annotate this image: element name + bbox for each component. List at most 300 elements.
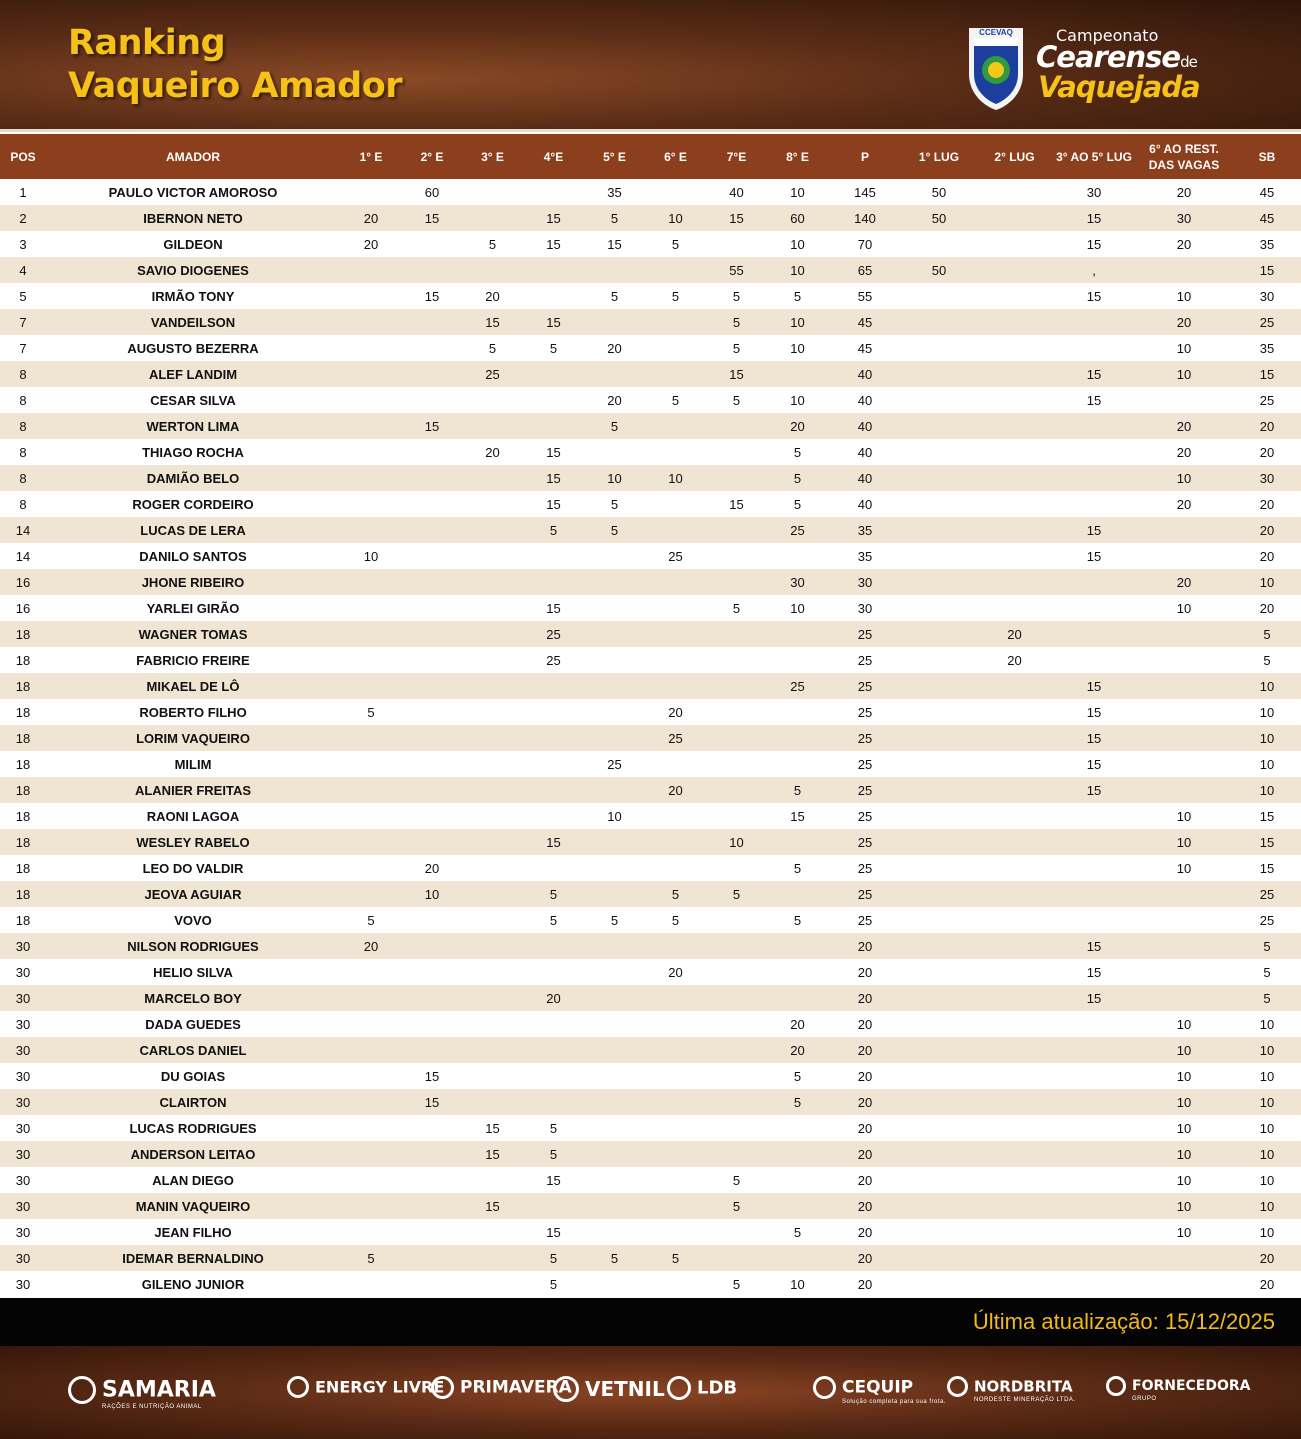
score-cell: 25 [857,808,873,824]
score-cell: 10 [1259,1172,1275,1188]
position-cell: 18 [15,860,31,876]
score-cell [584,257,645,283]
score-cell: 40 [729,184,744,200]
name-cell: THIAGO ROCHA [142,444,244,460]
score-cell [402,699,462,725]
score-cell [584,1115,645,1141]
score-cell: 5 [732,886,741,902]
score-cell: 25 [790,522,805,538]
position-cell: 18 [15,730,31,746]
score-cell: 5 [610,1250,619,1266]
score-cell: 20 [607,340,622,356]
table-header-row [0,134,1301,179]
table-row [0,465,1301,491]
score-cell [902,725,976,751]
score-cell [902,881,976,907]
score-cell: 5 [549,886,558,902]
score-cell [706,517,767,543]
position-cell: 7 [19,340,27,356]
score-cell [1053,335,1135,361]
score-cell [402,465,462,491]
position-cell: 30 [15,1198,31,1214]
score-cell [402,725,462,751]
name-cell: ALEF LANDIM [148,366,238,382]
score-cell: 40 [857,366,873,382]
position-cell: 16 [15,574,31,590]
score-cell [1053,595,1135,621]
score-cell: 15 [424,418,440,434]
score-cell [976,751,1053,777]
score-cell: 10 [1176,288,1192,304]
samaria-logo-icon [68,1376,96,1404]
last-update-text: Última atualização: 15/12/2025 [972,1309,1275,1334]
score-cell [584,439,645,465]
table-row [0,855,1301,881]
table-row [0,1245,1301,1271]
sponsor-tagline: NORDESTE MINERAÇÃO LTDA. [974,1397,1076,1403]
score-cell [340,1219,402,1245]
score-cell [1135,933,1233,959]
score-cell [706,959,767,985]
score-cell [976,439,1053,465]
vetnil-logo-icon [553,1376,579,1402]
score-cell [523,387,584,413]
score-cell: 35 [607,184,622,200]
score-cell [584,933,645,959]
score-cell [902,1063,976,1089]
score-cell: 5 [793,288,802,304]
position-cell: 30 [15,1016,31,1032]
score-cell [523,855,584,881]
table-row [0,1115,1301,1141]
score-cell [1135,985,1233,1011]
score-cell: 5 [1263,964,1271,980]
score-cell [767,881,828,907]
score-cell: 20 [857,1016,873,1032]
score-cell [402,335,462,361]
score-cell [523,959,584,985]
score-cell [645,829,706,855]
score-cell: 25 [857,704,873,720]
score-cell [402,595,462,621]
score-cell [340,387,402,413]
score-cell: 20 [546,990,561,1006]
score-cell [976,1115,1053,1141]
sponsor-logo [431,1376,572,1399]
score-cell: 10 [1259,782,1275,798]
score-cell: 5 [732,340,741,356]
position-cell: 7 [19,314,27,330]
position-cell: 30 [15,1250,31,1266]
name-cell: MANIN VAQUEIRO [135,1198,251,1214]
score-cell: 20 [857,1042,873,1058]
score-cell [402,1141,462,1167]
score-cell [523,283,584,309]
sponsor-logo [68,1376,216,1410]
score-cell [462,829,523,855]
score-cell: 10 [1259,756,1275,772]
score-cell: 5 [732,392,741,408]
score-cell [645,803,706,829]
score-cell [584,1037,645,1063]
score-cell [462,647,523,673]
score-cell [523,257,584,283]
score-cell [340,595,402,621]
score-cell: 45 [857,340,873,356]
score-cell [706,933,767,959]
table-row [0,1193,1301,1219]
score-cell: 5 [793,1068,802,1084]
score-cell: 5 [732,1172,741,1188]
score-cell: 10 [1259,1016,1275,1032]
score-cell [340,1011,402,1037]
score-cell [1053,1115,1135,1141]
score-cell: 50 [931,184,947,200]
score-cell: 20 [363,236,379,252]
score-cell [902,1037,976,1063]
table-row [0,1219,1301,1245]
score-cell: 5 [1263,938,1271,954]
score-cell: 20 [363,210,379,226]
sponsor-logo [813,1376,946,1405]
score-cell [1053,647,1135,673]
position-cell: 4 [19,262,27,278]
score-cell [767,725,828,751]
score-cell [584,1063,645,1089]
score-cell [1053,803,1135,829]
score-cell: 25 [857,860,873,876]
position-cell: 18 [15,808,31,824]
name-cell: VANDEILSON [150,314,236,330]
score-cell [645,595,706,621]
score-cell [584,1167,645,1193]
name-cell: ANDERSON LEITAO [130,1146,256,1162]
score-cell [462,803,523,829]
score-cell [645,569,706,595]
score-cell [902,465,976,491]
table-row [0,647,1301,673]
score-cell [767,621,828,647]
score-cell: 15 [1086,236,1102,252]
table-row [0,881,1301,907]
score-cell: 30 [790,574,805,590]
name-cell: JHONE RIBEIRO [141,574,245,590]
position-cell: 18 [15,834,31,850]
score-cell [402,387,462,413]
score-cell [402,439,462,465]
score-cell: 25 [668,548,683,564]
score-cell: 20 [1259,522,1275,538]
score-cell: 5 [610,522,619,538]
score-cell [402,231,462,257]
score-cell: 10 [790,314,805,330]
score-cell [645,647,706,673]
score-cell: 45 [857,314,873,330]
score-cell: 20 [1259,444,1275,460]
score-cell [584,959,645,985]
score-cell: 25 [546,626,561,642]
score-cell [584,777,645,803]
score-cell: 20 [668,704,683,720]
table-row [0,933,1301,959]
score-cell: 5 [793,496,802,512]
score-cell: 10 [1176,1094,1192,1110]
score-cell [340,725,402,751]
score-cell: 15 [546,236,561,252]
score-cell [340,803,402,829]
score-cell [523,725,584,751]
score-cell: 10 [607,470,622,486]
column-header: P [860,149,869,164]
position-cell: 2 [19,210,27,226]
score-cell: 5 [367,912,375,928]
score-cell [1053,1089,1135,1115]
score-cell [462,959,523,985]
score-cell [976,673,1053,699]
score-cell [402,361,462,387]
score-cell [340,1271,402,1297]
score-cell [1053,1167,1135,1193]
name-cell: MARCELO BOY [144,990,242,1006]
score-cell: 5 [488,340,497,356]
score-cell: 5 [732,288,741,304]
score-cell: 15 [1086,210,1102,226]
score-cell [976,335,1053,361]
score-cell [767,1193,828,1219]
score-cell: 15 [729,210,744,226]
score-cell: 15 [729,496,744,512]
nordbrita-logo-icon [947,1376,968,1397]
score-cell [462,1219,523,1245]
score-cell [462,673,523,699]
table-row [0,1063,1301,1089]
score-cell [462,1011,523,1037]
score-cell: 10 [1176,470,1192,486]
score-cell: 10 [1259,1224,1275,1240]
score-cell [706,1037,767,1063]
score-cell: 10 [1259,1042,1275,1058]
score-cell [340,439,402,465]
fornecedora-logo-icon [1106,1376,1126,1396]
score-cell: 5 [549,1146,558,1162]
name-cell: DU GOIAS [160,1068,226,1084]
score-cell [340,959,402,985]
score-cell [340,309,402,335]
score-cell: 20 [668,782,683,798]
name-cell: WERTON LIMA [146,418,240,434]
score-cell [902,699,976,725]
score-cell: 20 [857,1276,873,1292]
score-cell: 35 [857,548,873,564]
column-header: AMADOR [166,149,220,164]
score-cell [767,751,828,777]
score-cell: 15 [424,1068,440,1084]
score-cell [402,1037,462,1063]
position-cell: 8 [19,366,27,382]
table-row [0,985,1301,1011]
score-cell [462,751,523,777]
score-cell [402,959,462,985]
score-cell: 5 [793,912,802,928]
score-cell [462,1063,523,1089]
score-cell: 20 [1259,1250,1275,1266]
score-cell [523,413,584,439]
score-cell: 5 [671,886,680,902]
score-cell: 10 [729,834,744,850]
score-cell: 10 [1259,1094,1275,1110]
score-cell: 30 [857,574,873,590]
table-row [0,361,1301,387]
score-cell [584,1089,645,1115]
score-cell [340,1037,402,1063]
score-cell [902,621,976,647]
score-cell [340,647,402,673]
score-cell: 5 [610,496,619,512]
score-cell: 10 [1176,1120,1192,1136]
score-cell [645,1089,706,1115]
cequip-logo-icon [813,1376,836,1399]
score-cell: 30 [857,600,873,616]
score-cell: 25 [1259,314,1275,330]
score-cell [645,1037,706,1063]
score-cell: 5 [671,236,680,252]
score-cell [767,647,828,673]
page-title [68,22,402,108]
score-cell [976,777,1053,803]
table-row [0,413,1301,439]
score-cell: 25 [790,678,805,694]
position-cell: 18 [15,756,31,772]
table-row [0,959,1301,985]
score-cell [645,361,706,387]
score-cell [584,1271,645,1297]
score-cell [340,855,402,881]
score-cell [462,465,523,491]
score-cell: 20 [668,964,683,980]
score-cell: 20 [485,288,500,304]
score-cell [1053,1271,1135,1297]
score-cell: 30 [1259,288,1275,304]
score-cell [1053,569,1135,595]
score-cell [402,491,462,517]
sponsor-logo [667,1376,737,1400]
score-cell: 55 [857,288,873,304]
score-cell [976,855,1053,881]
column-header: 7°E [726,149,747,164]
score-cell: 20 [857,1094,873,1110]
score-cell: 5 [732,314,741,330]
score-cell [645,309,706,335]
name-cell: ROBERTO FILHO [139,704,247,720]
score-cell: 15 [1086,990,1102,1006]
score-cell: 20 [1176,236,1192,252]
score-cell [402,257,462,283]
score-cell [1135,881,1233,907]
score-cell: 15 [1259,262,1275,278]
position-cell: 14 [15,548,31,564]
score-cell: 10 [790,1276,805,1292]
score-cell: 10 [790,184,805,200]
score-cell: 10 [668,470,683,486]
score-cell [706,751,767,777]
score-cell [706,1089,767,1115]
position-cell: 30 [15,1120,31,1136]
score-cell [340,361,402,387]
table-row [0,1089,1301,1115]
score-cell [402,751,462,777]
table-row [0,257,1301,283]
score-cell [462,179,523,205]
horse-icon [431,1376,454,1399]
score-cell [767,543,828,569]
score-cell [645,1193,706,1219]
score-cell: 20 [857,1224,873,1240]
score-cell: 10 [1176,1224,1192,1240]
score-cell [1135,907,1233,933]
name-cell: HELIO SILVA [153,964,233,980]
score-cell [976,1219,1053,1245]
score-cell [584,855,645,881]
header-banner [0,0,1301,132]
score-cell: 60 [424,184,440,200]
score-cell: 25 [857,834,873,850]
score-cell [706,621,767,647]
score-cell [902,985,976,1011]
score-cell [976,1245,1053,1271]
name-cell: CARLOS DANIEL [139,1042,247,1058]
score-cell [1135,543,1233,569]
score-cell: 10 [1176,834,1192,850]
score-cell: 20 [1259,600,1275,616]
score-cell [462,621,523,647]
position-cell: 18 [15,652,31,668]
score-cell [645,517,706,543]
score-cell [706,439,767,465]
score-cell [523,933,584,959]
score-cell: 5 [367,704,375,720]
score-cell: 25 [857,756,873,772]
score-cell: 20 [857,1250,873,1266]
score-cell [584,621,645,647]
score-cell: 5 [610,418,619,434]
score-cell [340,465,402,491]
score-cell [976,985,1053,1011]
table-row [0,231,1301,257]
score-cell [1053,621,1135,647]
score-cell: 15 [546,1172,561,1188]
score-cell [462,881,523,907]
score-cell [340,569,402,595]
score-cell [462,1271,523,1297]
score-cell: 10 [1259,730,1275,746]
position-cell: 30 [15,1042,31,1058]
score-cell [706,985,767,1011]
table-row [0,309,1301,335]
column-header: 6° E [664,149,687,164]
score-cell [1135,257,1233,283]
score-cell [976,517,1053,543]
name-cell: CESAR SILVA [150,392,236,408]
score-cell: 20 [1176,314,1192,330]
score-cell: 10 [1176,1042,1192,1058]
score-cell: 20 [485,444,500,460]
score-cell: 10 [1259,704,1275,720]
position-cell: 30 [15,1068,31,1084]
score-cell [462,985,523,1011]
score-cell: 5 [549,912,558,928]
name-cell: RAONI LAGOA [146,808,240,824]
sponsor-name: LDB [697,1377,738,1399]
